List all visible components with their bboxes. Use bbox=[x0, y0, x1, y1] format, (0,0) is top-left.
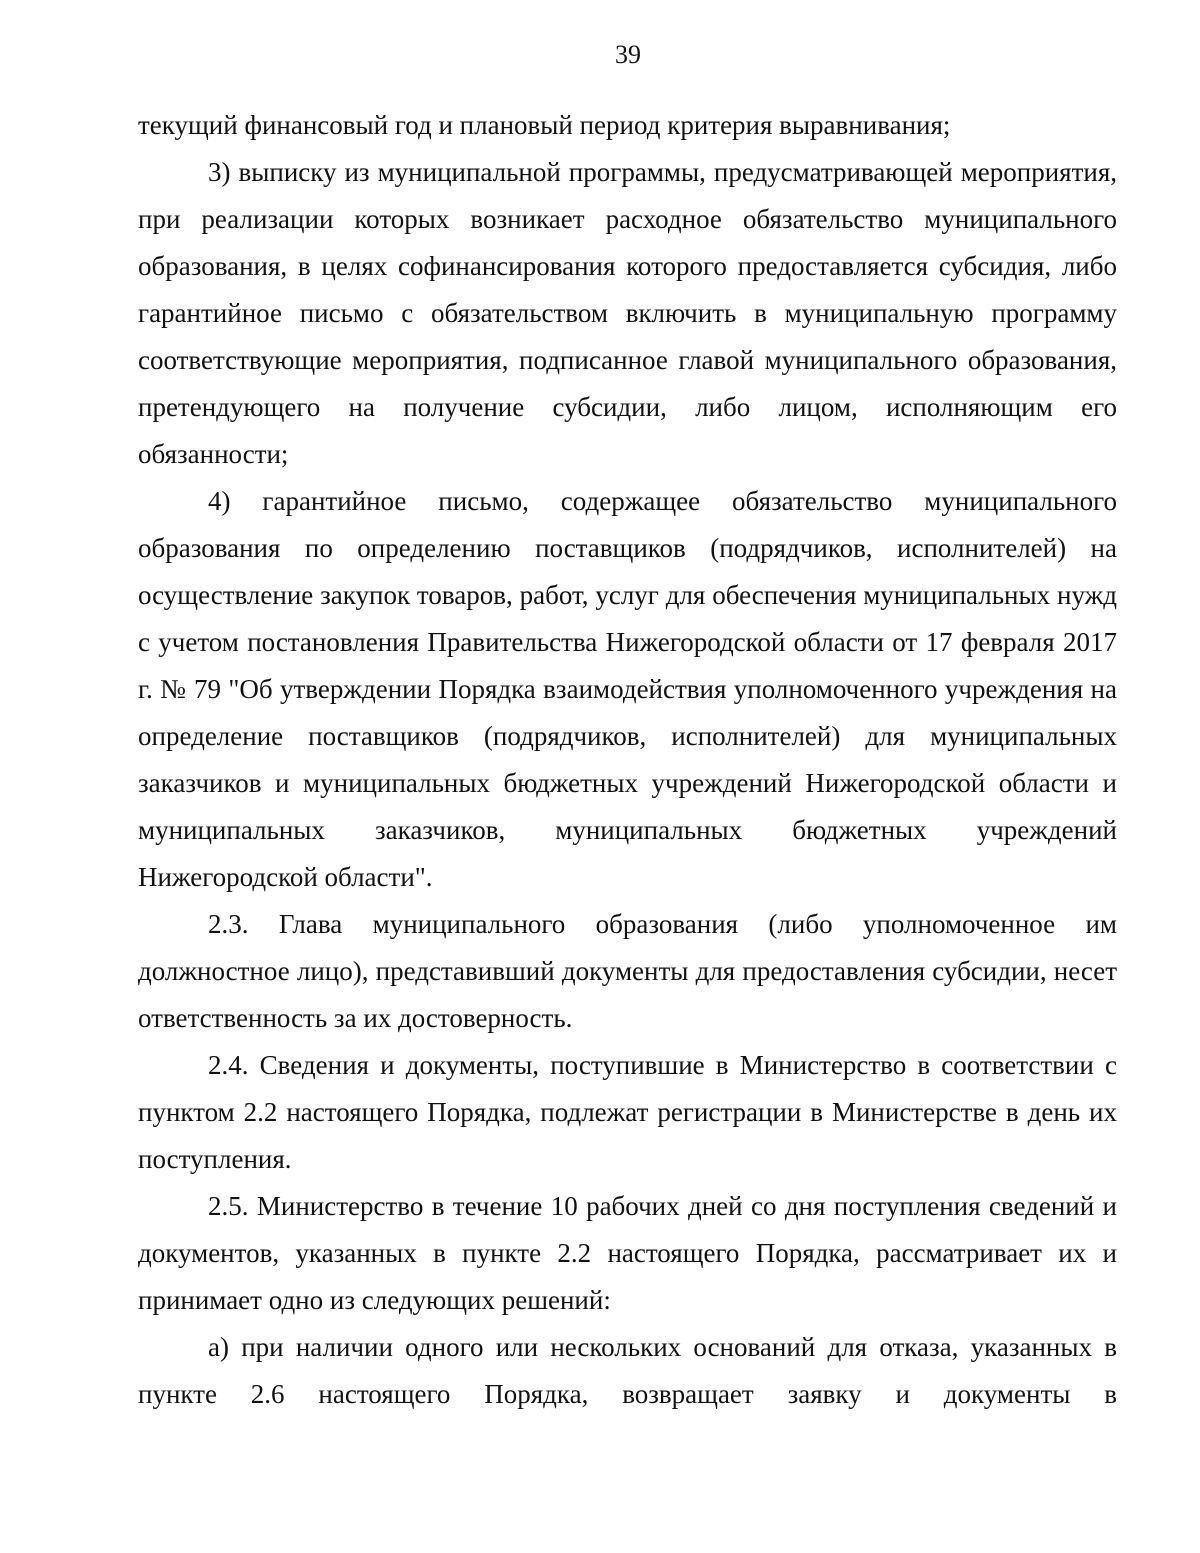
paragraph-2-5: 2.5. Министерство в течение 10 рабочих дней со дня поступления сведений и документов, указанных в пункте 2.2 настоящего Порядка, рассматривает их и принимает одно из следующих решений: bbox=[138, 1191, 1117, 1315]
paragraph-2-3: 2.3. Глава муниципального образования (либо уполномоченное им должностное лицо), представивший документы для предоставления субсидии, несет ответственность за их достоверность. bbox=[138, 909, 1117, 1033]
paragraph-2-4: 2.4. Сведения и документы, поступившие в Министерство в соответствии с пунктом 2.2 настоящего Порядка, подлежат регистрации в Министерстве в день их поступления. bbox=[138, 1050, 1117, 1174]
document-body bbox=[138, 102, 1117, 1418]
paragraph-item-3: 3) выписку из муниципальной программы, предусматривающей мероприятия, при реализации которых возникает расходное обязательство муниципального образования, в целях софинансирования которого предоставляется субсидия, либо гарантийное письмо с обязательством включить в муниципальную программу соответствующие мероприятия, подписанное главой муниципального образования, претендующего на получение субсидии, либо лицом, исполняющим его обязанности; bbox=[138, 157, 1117, 469]
page-number: 39 bbox=[615, 40, 641, 69]
paragraph-item-a: а) при наличии одного или нескольких оснований для отказа, указанных в пункте 2.6 настоящего Порядка, возвращает заявку и документы в bbox=[138, 1332, 1117, 1409]
paragraph-item-4: 4) гарантийное письмо, содержащее обязательство муниципального образования по определению поставщиков (подрядчиков, исполнителей) на осуществление закупок товаров, работ, услуг для обеспечения муниципальных нужд с учетом постановления Правительства Нижегородской области от 17 февраля 2017 г. № 79 "Об утверждении Порядка взаимодействия уполномоченного учреждения на определение поставщиков (подрядчиков, исполнителей) для муниципальных заказчиков и муниципальных бюджетных учреждений Нижегородской области и муниципальных заказчиков, муниципальных бюджетных учреждений Нижегородской области". bbox=[138, 486, 1117, 892]
paragraph-continuation: текущий финансовый год и плановый период критерия выравнивания; bbox=[138, 110, 951, 140]
